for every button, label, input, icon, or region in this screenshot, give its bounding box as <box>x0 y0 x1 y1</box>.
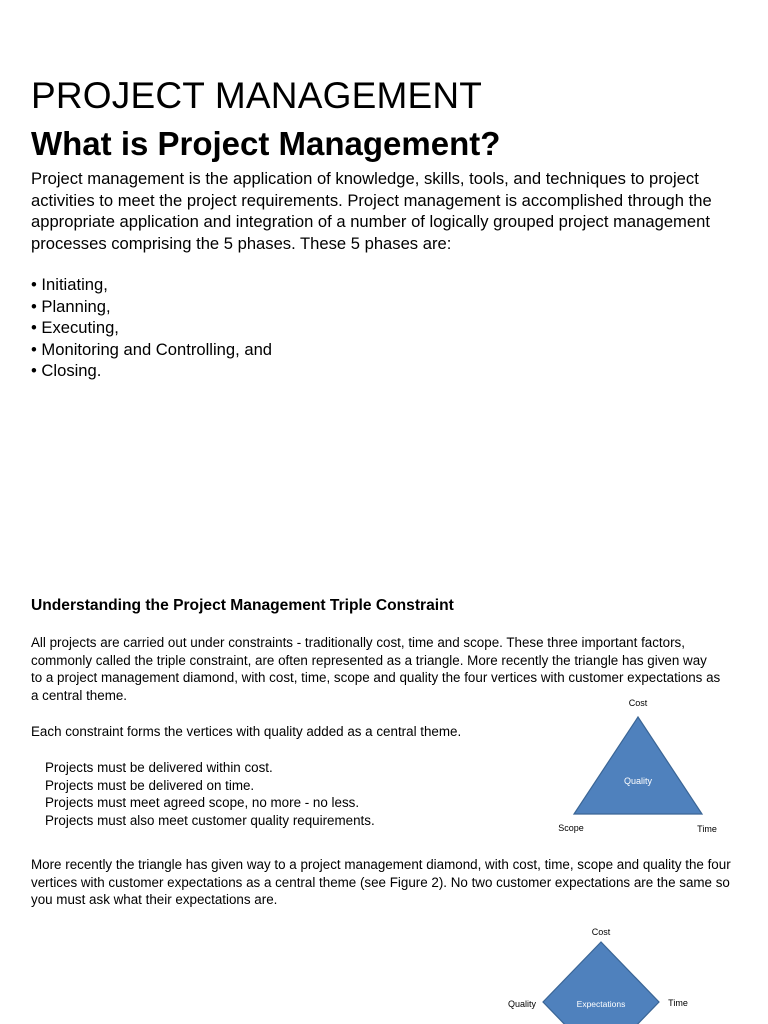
triangle-top-label: Cost <box>628 698 648 708</box>
phase-item: • Executing, <box>31 318 119 337</box>
diamond-right-label: Time <box>668 998 688 1008</box>
phase-item: • Closing. <box>31 361 102 380</box>
page-heading: PROJECT MANAGEMENT <box>31 75 483 116</box>
diamond-shape <box>543 942 659 1024</box>
requirement-item: Projects must be delivered on time. <box>45 777 255 793</box>
intro-paragraph: Project management is the application of knowledge, skills, tools, and techniques to project activities to meet the project requirements. Project management is accomplished through the appropriate application and integration of a number of logically grouped project management processes comprising the 5 phases. These 5 phases are: <box>31 169 712 253</box>
triangle-center-label: Quality <box>623 776 653 786</box>
triple-constraint-paragraph-1: All projects are carried out under constraints - traditionally cost, time and scope. These three important factors, commonly called the triple constraint, are often represented as a triangle. More recently the triangle has given way to a project management diamond, with cost, time, scope and quality the four vertices with customer expectations as a central theme. <box>31 635 721 704</box>
phases-list <box>31 274 272 382</box>
triple-constraint-heading: Understanding the Project Management Triple Constraint <box>31 597 454 614</box>
diamond-figure <box>500 924 700 1024</box>
requirement-item: Projects must meet agreed scope, no more - no less. <box>45 795 360 811</box>
phase-item: • Initiating, <box>31 275 108 294</box>
diamond-left-label: Quality <box>507 999 537 1009</box>
phase-item: • Monitoring and Controlling, and <box>31 339 273 359</box>
triangle-shape <box>574 717 702 814</box>
requirement-item: Projects must be delivered within cost. <box>45 760 273 775</box>
triangle-right-label: Time <box>697 824 717 834</box>
phase-item: • Planning, <box>31 296 111 316</box>
diamond-top-label: Cost <box>591 927 611 937</box>
triple-constraint-paragraph-2: Each constraint forms the vertices with quality added as a central theme. <box>31 724 462 739</box>
page-subtitle: What is Project Management? <box>31 125 501 162</box>
requirements-list <box>45 759 375 830</box>
requirement-item: Projects must also meet customer quality requirements. <box>45 813 375 829</box>
triangle-figure <box>550 695 730 840</box>
diamond-center-label: Expectations <box>576 999 626 1009</box>
triangle-left-label: Scope <box>558 823 584 833</box>
triple-constraint-paragraph-3: More recently the triangle has given way to a project management diamond, with cost, time, scope and quality the four vertices with customer expectations as a central theme (see Figure 2). No two customer expectations are the same so you must ask what their expectations are. <box>31 857 731 908</box>
